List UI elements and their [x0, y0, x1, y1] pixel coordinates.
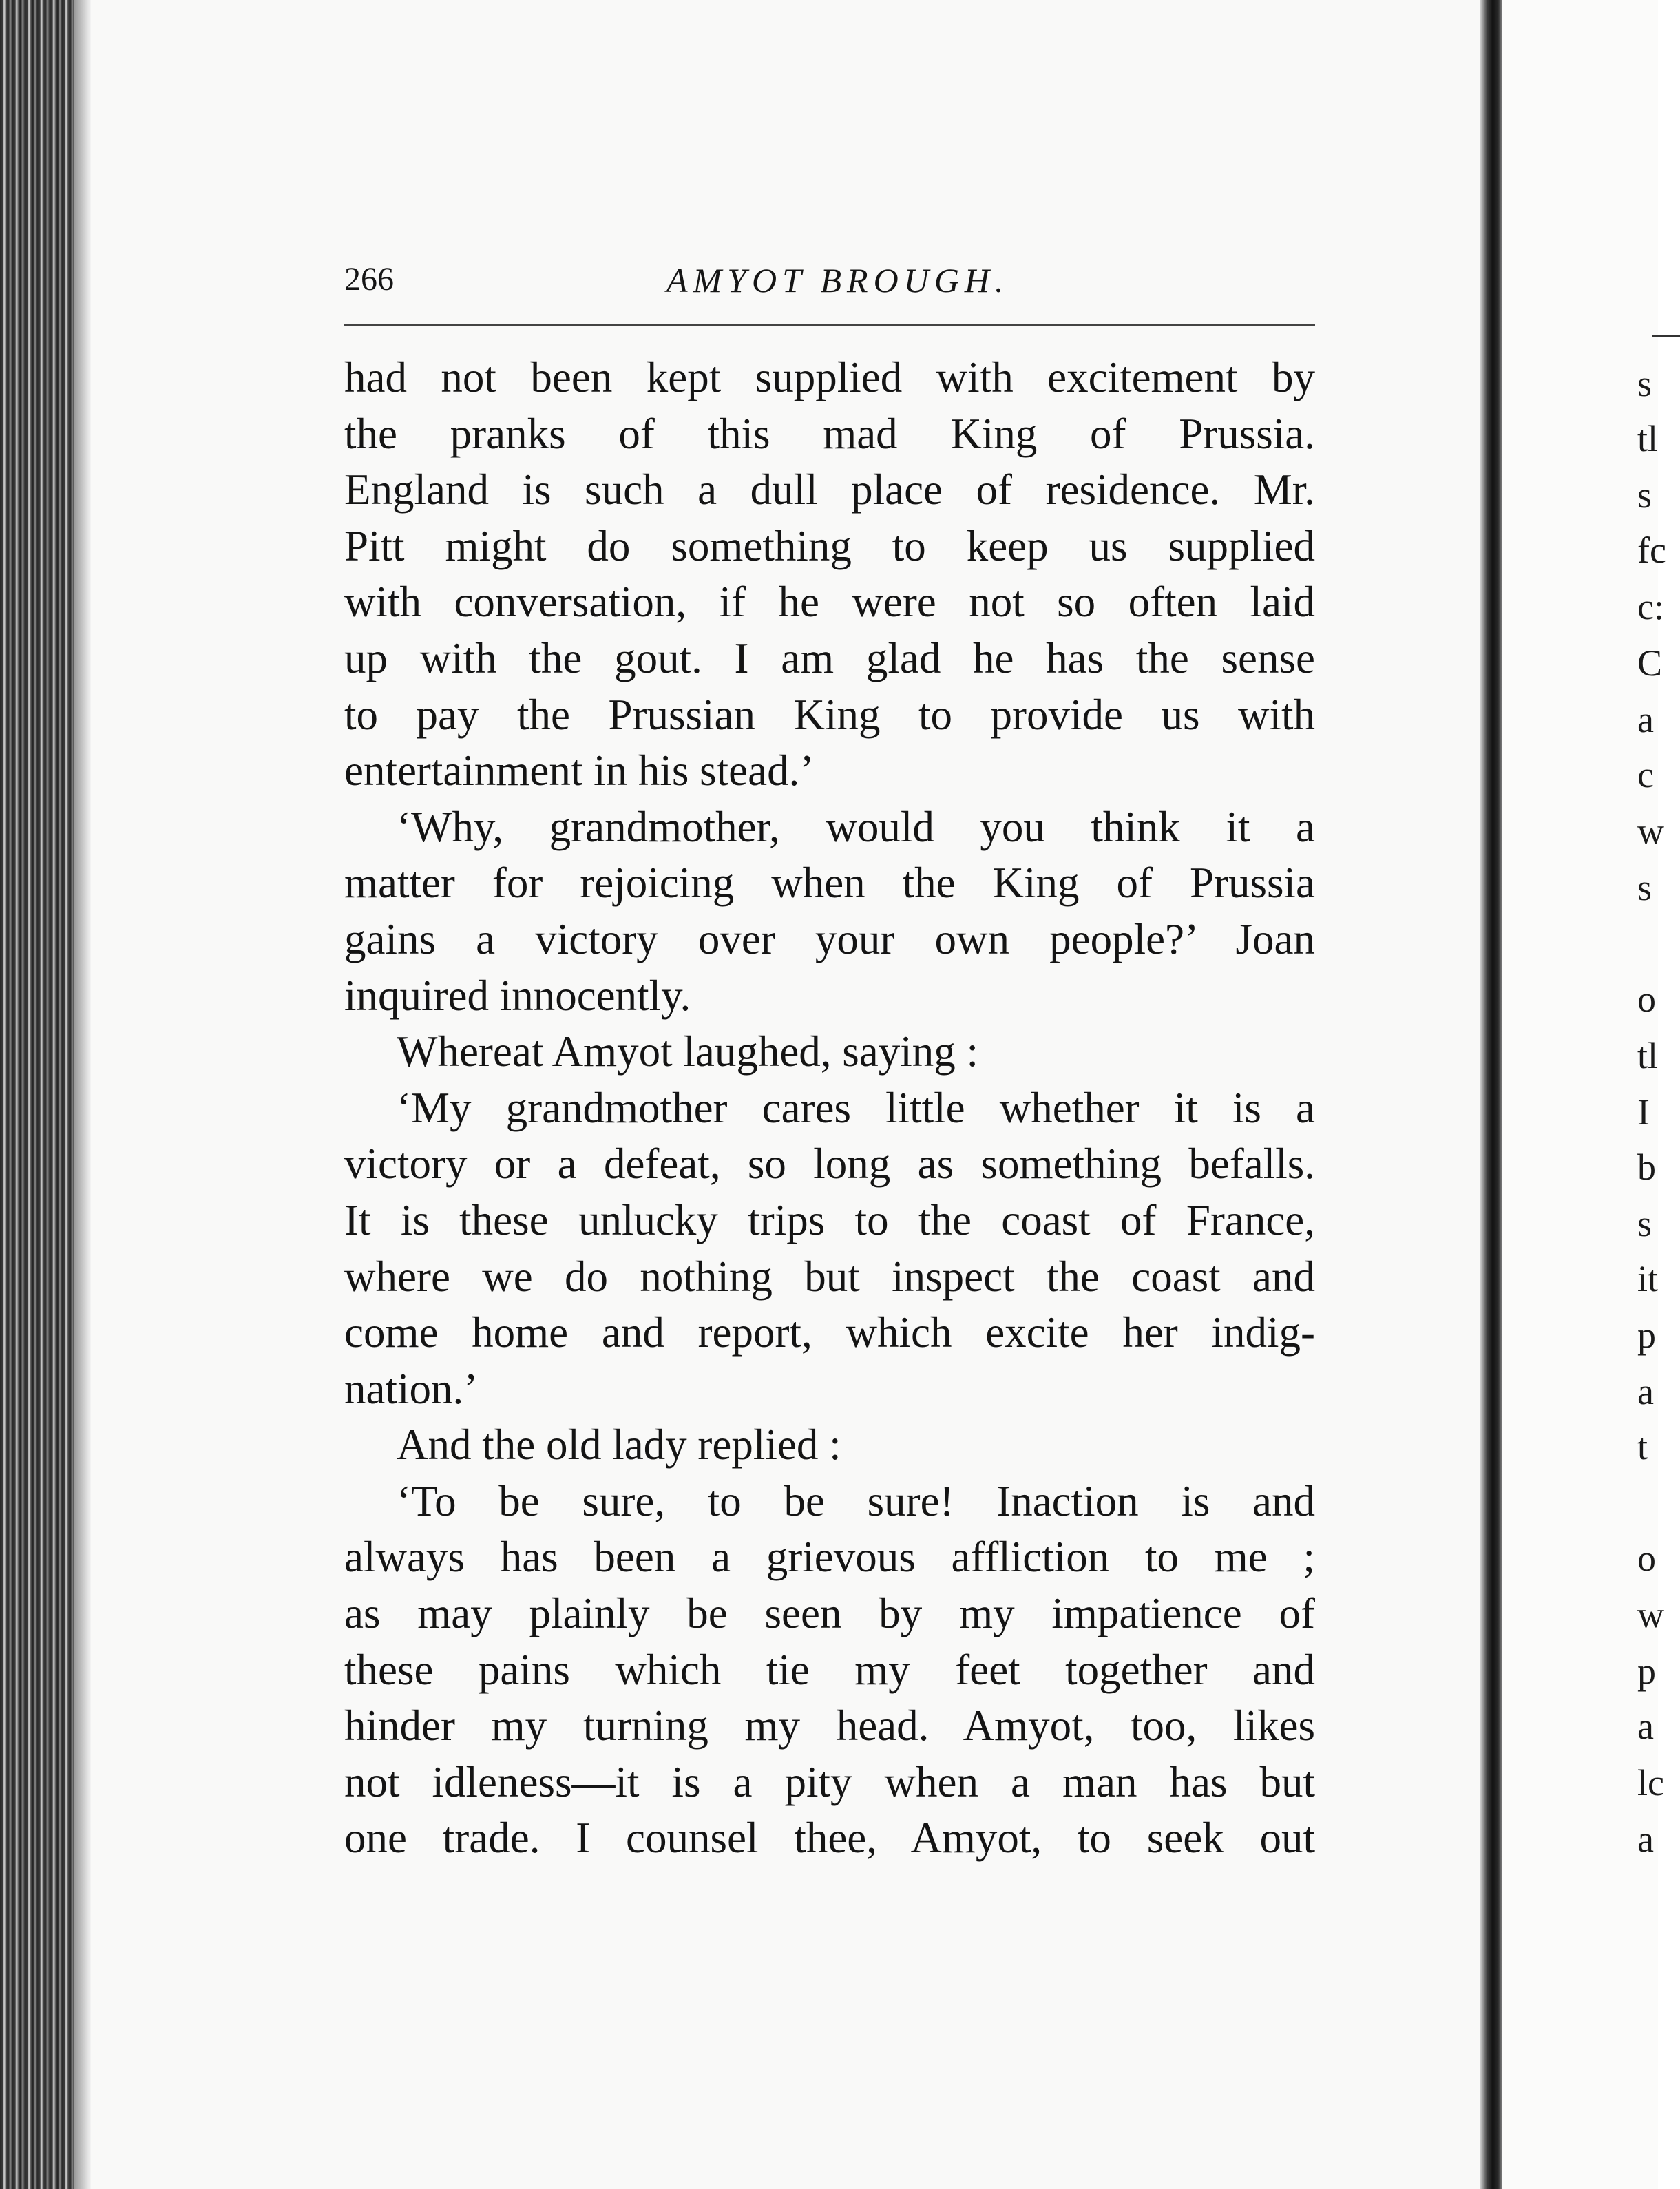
facing-fragment: a [1637, 1819, 1654, 1860]
header-rule [344, 324, 1315, 326]
facing-fragment: w [1637, 1594, 1664, 1635]
text-line: to pay the Prussian King to provide us with [344, 690, 1315, 739]
facing-fragment: fc [1637, 530, 1666, 571]
page-header [344, 260, 1322, 308]
body-text [344, 350, 1315, 1867]
spine-shadow [74, 0, 91, 2189]
text-line: hinder my turning my head. Amyot, too, likes [344, 1701, 1315, 1750]
facing-fragment: c [1637, 754, 1654, 795]
facing-fragment: a [1637, 1371, 1654, 1412]
text-line: nation.’ [344, 1364, 479, 1413]
text-line: Whereat Amyot laughed, saying : [397, 1027, 979, 1076]
text-line: come home and report, which excite her indig- [344, 1308, 1315, 1357]
text-line: as may plainly be seen by my impatience of [344, 1589, 1315, 1638]
facing-fragment: o [1637, 978, 1656, 1020]
text-line: always has been a grievous affliction to me ; [344, 1533, 1315, 1582]
text-line: ‘To be sure, to be sure! Inaction is and [397, 1476, 1315, 1525]
facing-fragment: p [1637, 1651, 1656, 1692]
page-gutter [1480, 0, 1502, 2189]
text-line: had not been kept supplied with excitement by [344, 353, 1315, 401]
facing-fragment: tl [1637, 418, 1659, 459]
facing-fragment: b [1637, 1146, 1656, 1188]
facing-fragment: I [1637, 1091, 1650, 1133]
text-line: England is such a dull place of residence. Mr. [344, 465, 1315, 514]
text-line: Pitt might do something to keep us supplied [344, 521, 1315, 570]
text-line: one trade. I counsel thee, Amyot, to seek out [344, 1814, 1315, 1863]
text-line: And the old lady replied : [397, 1421, 841, 1469]
facing-fragment: s [1637, 867, 1652, 908]
facing-fragment: C [1637, 642, 1663, 684]
facing-fragment: lc [1637, 1762, 1664, 1803]
facing-fragment: s [1637, 474, 1652, 516]
facing-fragment: c: [1637, 586, 1664, 627]
facing-header-rule [1652, 335, 1680, 337]
facing-page [1502, 0, 1666, 2189]
facing-fragment: s [1637, 363, 1652, 404]
facing-fragment: tl [1637, 1035, 1659, 1076]
facing-fragment: p [1637, 1315, 1656, 1356]
page-number: 266 [344, 261, 394, 297]
running-title: AMYOT BROUGH. [666, 261, 1009, 300]
text-line: entertainment in his stead.’ [344, 746, 815, 795]
text-line: It is these unlucky trips to the coast of France, [344, 1195, 1315, 1244]
book-spine-edge [0, 0, 74, 2189]
facing-fragment: it [1637, 1258, 1659, 1299]
text-line: victory or a defeat, so long as something befalls. [344, 1140, 1315, 1188]
facing-fragment: a [1637, 699, 1654, 740]
text-line: ‘Why, grandmother, would you think it a [397, 802, 1315, 851]
facing-fragment: t [1637, 1426, 1648, 1467]
facing-fragment: a [1637, 1706, 1654, 1747]
facing-fragment: o [1637, 1538, 1656, 1579]
text-line: with conversation, if he were not so often laid [344, 578, 1315, 627]
facing-fragment: w [1637, 810, 1664, 852]
text-line: gains a victory over your own people?’ Joan [344, 914, 1315, 963]
text-line: inquired innocently. [344, 971, 691, 1020]
text-line: the pranks of this mad King of Prussia. [344, 409, 1315, 458]
text-line: these pains which tie my feet together and [344, 1645, 1315, 1694]
text-line: ‘My grandmother cares little whether it is a [397, 1083, 1315, 1132]
facing-fragment: s [1637, 1203, 1652, 1244]
text-line: where we do nothing but inspect the coast and [344, 1252, 1315, 1301]
text-line: matter for rejoicing when the King of Prussia [344, 859, 1315, 908]
text-line: not idleness—it is a pity when a man has but [344, 1757, 1315, 1806]
text-line: up with the gout. I am glad he has the sense [344, 633, 1315, 682]
